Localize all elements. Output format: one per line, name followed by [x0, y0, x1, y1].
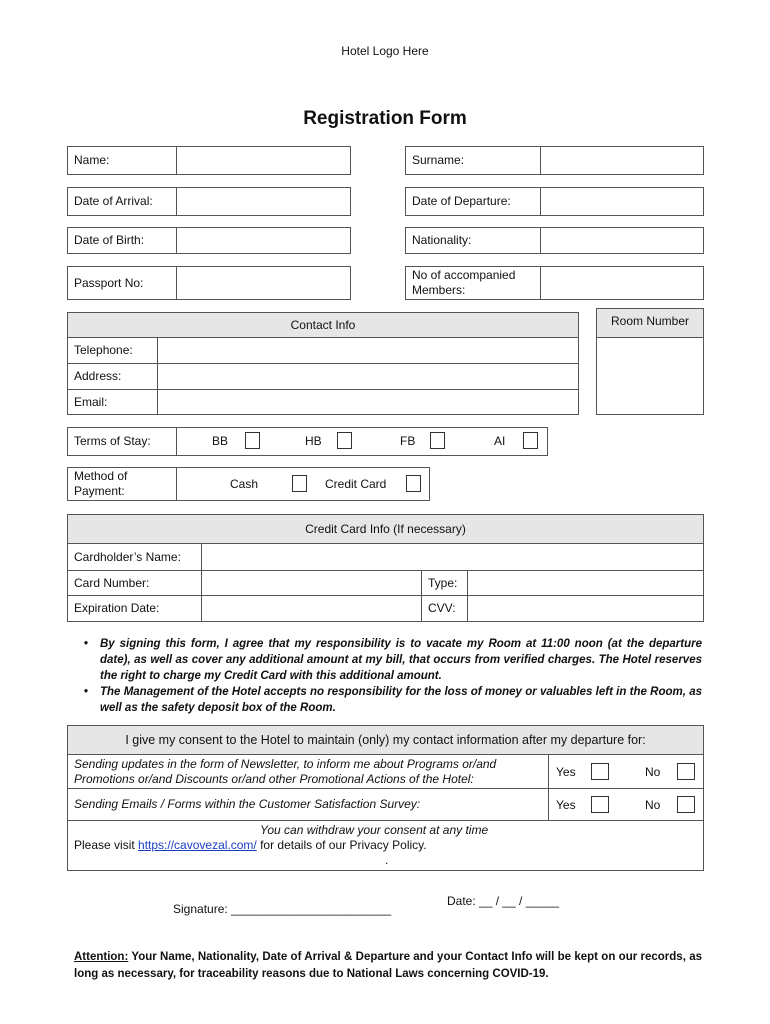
hotel-logo-placeholder: Hotel Logo Here: [341, 44, 429, 58]
members-label: [405, 266, 541, 300]
members-label-line2: Members:: [412, 283, 466, 297]
payment-method-label-line2: Payment:: [74, 484, 125, 498]
consent-trailing-dot: .: [385, 853, 389, 867]
nationality-label: Nationality:: [405, 227, 541, 254]
cardholder-label: Cardholder’s Name:: [67, 543, 202, 571]
passport-field[interactable]: [176, 266, 351, 300]
payment-cash-label: Cash: [230, 477, 259, 491]
members-label-line1: No of accompanied: [412, 268, 516, 282]
newsletter-no-label: No: [645, 765, 661, 779]
survey-no-checkbox[interactable]: [677, 796, 695, 813]
card-number-field[interactable]: [201, 570, 422, 596]
signature-line[interactable]: Signature: ________________________: [173, 902, 392, 916]
name-field[interactable]: [176, 146, 351, 175]
address-label: Address:: [67, 363, 158, 390]
contact-info-header: Contact Info: [67, 312, 579, 338]
arrival-field[interactable]: [176, 187, 351, 216]
withdraw-consent-note: You can withdraw your consent at any time: [260, 823, 489, 837]
departure-label: Date of Departure:: [405, 187, 541, 216]
stay-option-bb-checkbox[interactable]: [245, 432, 260, 449]
nationality-field[interactable]: [540, 227, 704, 254]
survey-yes-label: Yes: [556, 798, 576, 812]
card-number-label: Card Number:: [67, 570, 202, 596]
consent-newsletter-text: [67, 754, 549, 789]
passport-label: Passport No:: [67, 266, 177, 300]
terms-of-stay-label: Terms of Stay:: [67, 427, 177, 456]
stay-option-ai-checkbox[interactable]: [523, 432, 538, 449]
stay-option-fb-checkbox[interactable]: [430, 432, 445, 449]
email-field[interactable]: [157, 389, 579, 415]
surname-field[interactable]: [540, 146, 704, 175]
room-number-field[interactable]: [596, 337, 704, 415]
consent-newsletter-line2: Promotions or/and Discounts or/and other Promotional Actions of the Hotel:: [74, 771, 474, 786]
stay-option-fb-label: FB: [400, 434, 416, 448]
departure-field[interactable]: [540, 187, 704, 216]
consent-header: I give my consent to the Hotel to maintain (only) my contact information after my departure for:: [67, 725, 704, 755]
telephone-field[interactable]: [157, 337, 579, 364]
privacy-visit-prefix: Please visit: [74, 838, 139, 852]
telephone-label: Telephone:: [67, 337, 158, 364]
card-type-label: Type:: [421, 570, 468, 596]
surname-label: Surname:: [405, 146, 541, 175]
privacy-visit-suffix: for details of our Privacy Policy.: [256, 838, 427, 852]
newsletter-no-checkbox[interactable]: [677, 763, 695, 780]
newsletter-yes-label: Yes: [556, 765, 576, 779]
newsletter-yes-checkbox[interactable]: [591, 763, 609, 780]
privacy-policy-note: [74, 838, 427, 853]
consent-survey-text: Sending Emails / Forms within the Customer Satisfaction Survey:: [67, 788, 549, 821]
cvv-label: CVV:: [421, 595, 468, 622]
terms-list: [82, 636, 702, 716]
room-number-header: Room Number: [596, 308, 704, 338]
expiration-label: Expiration Date:: [67, 595, 202, 622]
payment-method-label: [67, 467, 177, 501]
address-field[interactable]: [157, 363, 579, 390]
terms-item-vacate: • By signing this form, I agree that my responsibility is to vacate my Room at 11:00 noon (at the departure date), as well as cover any additional amount at my bill, that occurs from verified charges. The Hotel reserves the right to charge my Credit Card with this additional amount.: [82, 636, 702, 684]
privacy-policy-link[interactable]: https://cavovezal.com/: [138, 838, 257, 852]
attention-label: Attention:: [74, 951, 129, 963]
survey-no-label: No: [645, 798, 661, 812]
stay-option-ai-label: AI: [494, 434, 506, 448]
stay-option-hb-checkbox[interactable]: [337, 432, 352, 449]
payment-credit-card-label: Credit Card: [325, 477, 387, 491]
birth-field[interactable]: [176, 227, 351, 254]
birth-label: Date of Birth:: [67, 227, 177, 254]
terms-of-stay-options: [176, 427, 548, 456]
expiration-field[interactable]: [201, 595, 422, 622]
card-type-field[interactable]: [467, 570, 704, 596]
cvv-field[interactable]: [467, 595, 704, 622]
terms-item-liability: • The Management of the Hotel accepts no responsibility for the loss of money or valuables left in the Room, as well as the safety deposit box of the Room.: [82, 684, 702, 716]
consent-newsletter-line1: Sending updates in the form of Newsletter, to inform me about Programs or/and: [74, 756, 497, 771]
arrival-label: Date of Arrival:: [67, 187, 177, 216]
date-line[interactable]: Date: __ / __ / _____: [447, 894, 560, 908]
attention-text: Your Name, Nationality, Date of Arrival & Departure and your Contact Info will be kept on our records, as long as necessary, for traceability reasons due to National Laws concerning COVID-19.: [74, 951, 702, 980]
cardholder-field[interactable]: [201, 543, 704, 571]
payment-cash-checkbox[interactable]: [292, 475, 307, 492]
attention-note: [74, 949, 702, 983]
payment-method-label-line1: Method of: [74, 469, 128, 483]
stay-option-bb-label: BB: [212, 434, 229, 448]
stay-option-hb-label: HB: [305, 434, 322, 448]
survey-yes-checkbox[interactable]: [591, 796, 609, 813]
page-title: Registration Form: [303, 108, 467, 129]
credit-card-header: Credit Card Info (If necessary): [67, 514, 704, 544]
members-field[interactable]: [540, 266, 704, 300]
email-label: Email:: [67, 389, 158, 415]
payment-credit-card-checkbox[interactable]: [406, 475, 421, 492]
name-label: Name:: [67, 146, 177, 175]
